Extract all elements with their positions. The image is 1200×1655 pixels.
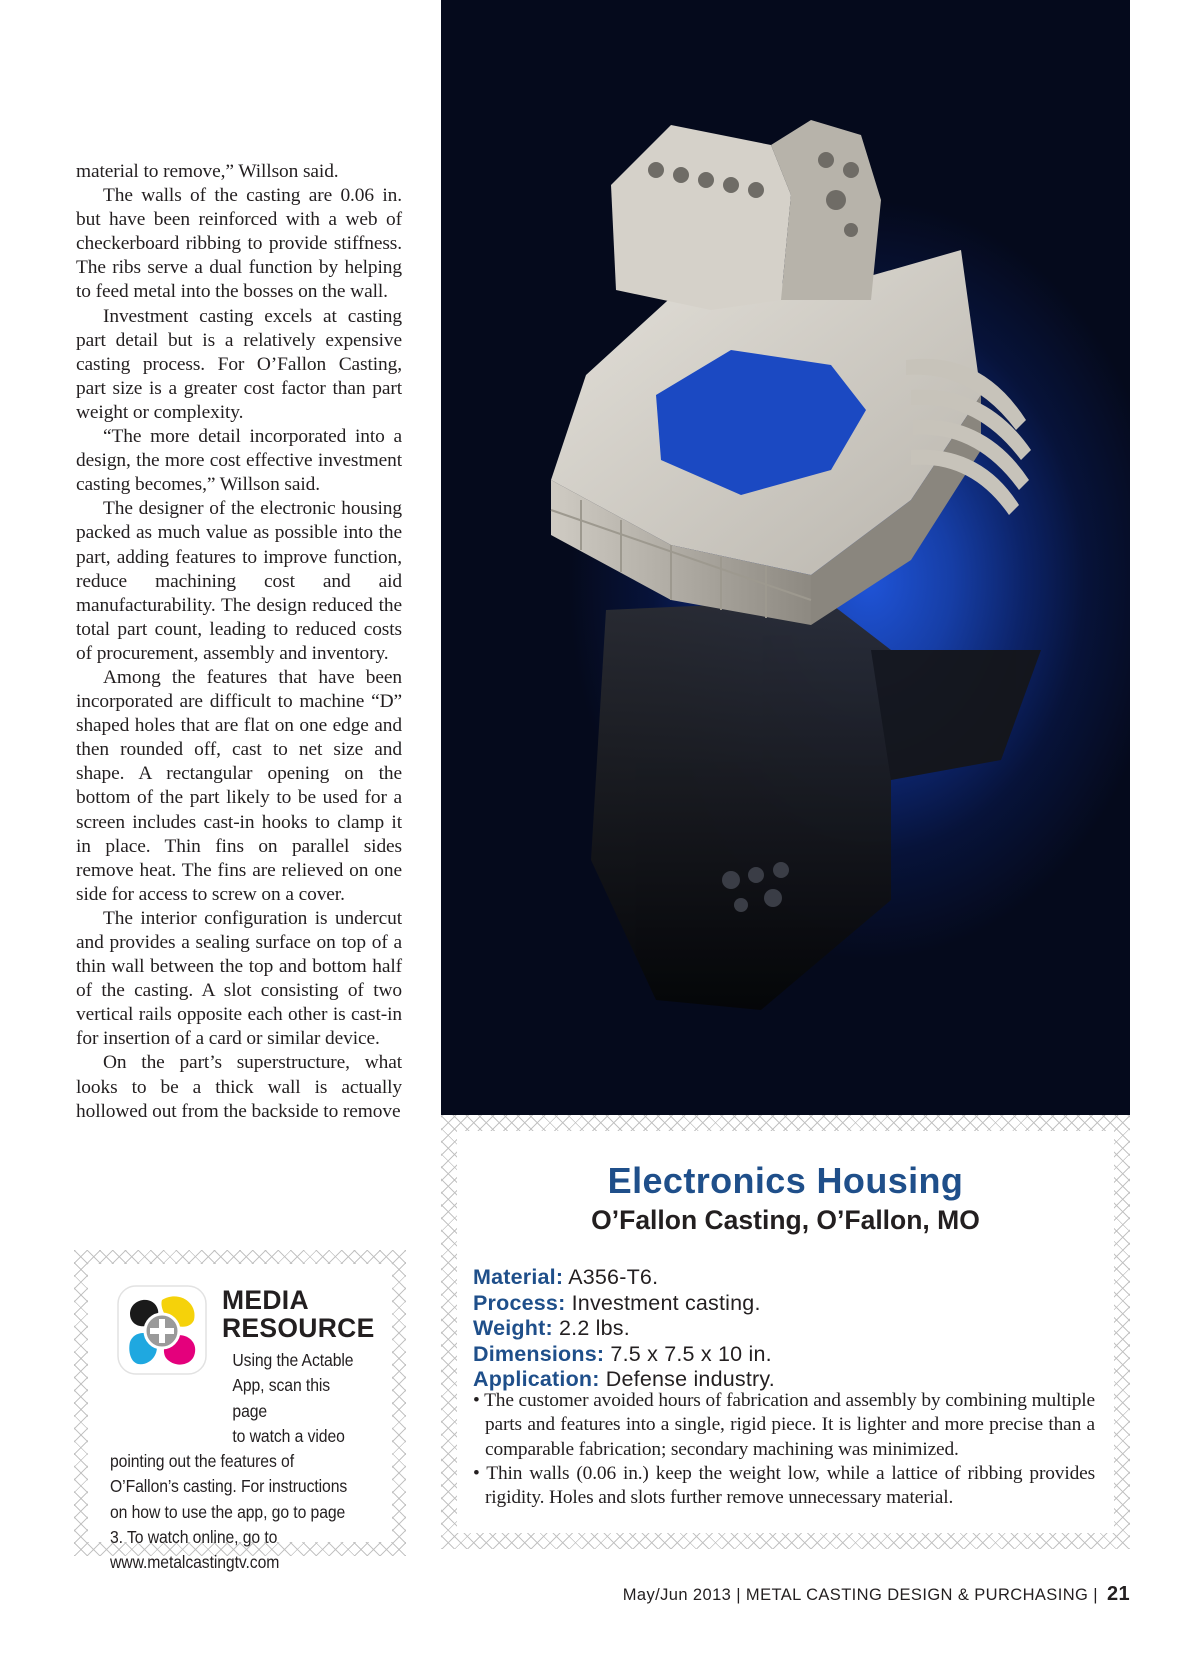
article-paragraph: On the part’s superstructure, what looks to be a thick wall is actually hollowed out from the backside to remove — [76, 1052, 402, 1122]
page-number: 21 — [1106, 1583, 1130, 1605]
article-paragraph: Investment casting excels at casting part detail but is a relatively expensive casting process. For O’Fallon Casting, part size is a greater cost factor than part weight or complexity. — [76, 305, 402, 423]
media-text-line: to watch a video — [232, 1425, 345, 1446]
spec-row-process — [473, 1291, 1073, 1317]
spec-bullet: • Thin walls (0.06 in.) keep the weight low, while a lattice of ribbing provides rigidity. Holes and slots further remove unnecessary material. — [473, 1462, 1095, 1509]
media-text-line: App, scan this page — [232, 1375, 331, 1421]
spec-box — [441, 1115, 1130, 1549]
spec-list — [473, 1265, 1073, 1393]
spec-row-dimensions — [473, 1342, 1073, 1368]
article-paragraph: material to remove,” Willson said. — [76, 161, 339, 182]
media-resource-text — [110, 1348, 355, 1576]
spec-bullets — [473, 1389, 1095, 1510]
article-paragraph: Among the features that have been incorporated are difficult to machine “D” shaped holes that are flat on one edge and then rounded off, cast to net size and shape. A rectangular opening on the bottom of the part likely to be used for a screen includes cast-in hooks to clamp it in place. Thin fins on parallel sides remove heat. The fins are relieved on one side for access to screw on a cover. — [76, 666, 402, 905]
article-paragraph: The interior configuration is undercut and provides a sealing surface on top of a thin wall between the top and bottom half of the casting. A slot consisting of two vertical rails opposite each other is cast-in for insertion of a card or similar device. — [76, 907, 402, 1050]
spec-label: Dimensions: — [473, 1341, 605, 1366]
spec-row-material — [473, 1265, 1073, 1291]
media-text-line: Using the Actable — [232, 1350, 354, 1370]
footer-issue: May/Jun 2013 — [622, 1586, 732, 1604]
spec-value: 7.5 x 7.5 x 10 in. — [604, 1341, 772, 1366]
electronics-housing-image — [441, 0, 1130, 1115]
footer-separator: | — [1093, 1586, 1098, 1604]
spec-label: Application: — [473, 1367, 600, 1391]
article-body — [76, 160, 402, 1124]
spec-label: Weight: — [473, 1316, 553, 1340]
page-footer — [623, 1584, 1130, 1605]
article-paragraph: The walls of the casting are 0.06 in. but have been reinforced with a web of checkerboard ribbing to provide stiffness. The ribs serve a dual function by helping to feed metal into the bosses on the wall. — [76, 185, 402, 303]
article-paragraph: “The more detail incorporated into a design, the more cost effective investment casting becomes,” Willson said. — [76, 426, 402, 496]
media-resource-box — [74, 1250, 406, 1573]
media-resource-title — [222, 1286, 375, 1342]
footer-magazine: METAL CASTING DESIGN & PURCHASING — [745, 1586, 1089, 1604]
media-text-rest: pointing out the features of O’Fallon’s casting. For instructions on how to use the app, go to page 3. To watch online, go to www.metalcastingtv.com — [110, 1451, 348, 1573]
spec-value: A356-T6. — [563, 1265, 659, 1289]
spec-value: 2.2 lbs. — [552, 1316, 630, 1340]
spec-panel — [457, 1131, 1114, 1533]
spec-value: Investment casting. — [565, 1290, 761, 1315]
spec-label: Process: — [473, 1290, 566, 1315]
spec-value: Defense industry. — [599, 1367, 775, 1391]
media-title-line: RESOURCE — [222, 1313, 375, 1343]
spec-row-weight — [473, 1316, 1073, 1342]
footer-separator: | — [736, 1586, 741, 1604]
media-title-line: MEDIA — [222, 1285, 309, 1315]
media-resource-panel — [88, 1264, 392, 1573]
spec-bullet: • The customer avoided hours of fabrication and assembly by combining multiple parts and features into a single, rigid piece. It is lighter and more precise than a comparable fabrication; secondary machining was minimized. — [473, 1390, 1095, 1460]
article-paragraph: The designer of the electronic housing packed as much value as possible into the part, adding features to improve function, reduce machining cost and aid manufacturability. The design reduced the total part count, leading to reduced costs of procurement, assembly and inventory. — [76, 498, 402, 664]
product-photo — [441, 0, 1130, 1115]
spec-title: Electronics Housing — [607, 1160, 964, 1201]
spec-subtitle: O’Fallon Casting, O’Fallon, MO — [591, 1205, 980, 1235]
spec-label: Material: — [473, 1265, 564, 1289]
